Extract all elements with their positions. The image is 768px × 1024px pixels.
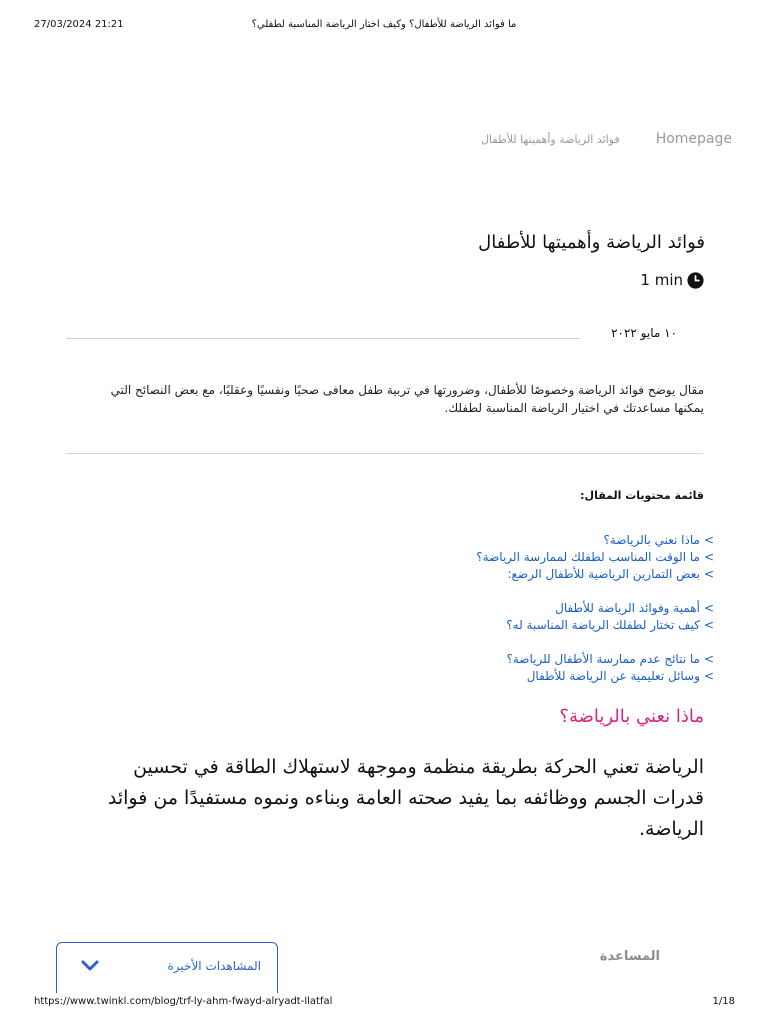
recent-views-toggle[interactable] (56, 942, 278, 993)
toc-link[interactable]: >بعض التمارين الرياضية للأطفال الرضع: (507, 567, 714, 581)
toc-link[interactable]: >ماذا نعني بالرياضة؟ (603, 533, 714, 547)
recent-views-label: المشاهدات الأخيرة (167, 959, 261, 973)
section-heading: ماذا نعني بالرياضة؟ (559, 706, 704, 727)
toc-link[interactable]: >ما نتائج عدم ممارسة الأطفال للرياضة؟ (506, 652, 714, 666)
print-footer-page-counter: 1/18 (712, 996, 735, 1007)
breadcrumb-home-link[interactable]: Homepage (655, 131, 732, 147)
breadcrumb (481, 131, 732, 147)
print-footer-url: https://www.twinkl.com/blog/trf-ly-ahm-fwayd-alryadt-llatfal (34, 996, 333, 1007)
date-divider (66, 338, 580, 339)
article-date: ١٠ مايو ٢٠٢٢ (611, 326, 677, 340)
toc-link[interactable]: >أهمية وفوائد الرياضة للأطفال (555, 601, 714, 615)
read-time-text: 1 min (640, 271, 683, 289)
breadcrumb-current: فوائد الرياضة وأهميتها للأطفال (481, 132, 620, 146)
clock-icon (687, 272, 704, 289)
toc-link[interactable]: >ما الوقت المناسب لطفلك لممارسة الرياضة؟ (476, 550, 714, 564)
article-intro: مقال يوضح فوائد الرياضة وخصوصًا للأطفال، وضرورتها في تربية طفل معافى صحيًا ونفسيًا وعقليًا، مع بعض النصائح التي يمكنها مساعدتك في اختيار الرياضة المناسبة لطفلك. (110, 383, 704, 415)
toc-title: قائمة محتويات المقال: (580, 489, 704, 502)
article-title: فوائد الرياضة وأهميتها للأطفال (478, 232, 705, 253)
intro-divider (66, 453, 703, 454)
table-of-contents (114, 532, 714, 685)
help-button[interactable]: المساعدة (599, 949, 660, 964)
print-header-datetime: 27/03/2024 21:21 (34, 19, 124, 30)
toc-spacer (114, 634, 714, 651)
chevron-down-icon (81, 960, 99, 972)
print-header-title: ما فوائد الرياضة للأطفال؟ وكيف اختار الرياضة المناسبة لطفلي؟ (251, 19, 517, 30)
toc-link[interactable]: >كيف تختار لطفلك الرياضة المناسبة له؟ (506, 618, 714, 632)
read-time (640, 271, 704, 289)
section-body: الرياضة تعني الحركة بطريقة منظمة وموجهة لاستهلاك الطاقة في تحسين قدرات الجسم ووظائفه بما يفيد صحته العامة وبناءه ونموه مستفيدًا من فوائد الرياضة. (107, 756, 704, 840)
toc-spacer (114, 583, 714, 600)
toc-link[interactable]: >وسائل تعليمية عن الرياضة للأطفال (526, 669, 714, 683)
